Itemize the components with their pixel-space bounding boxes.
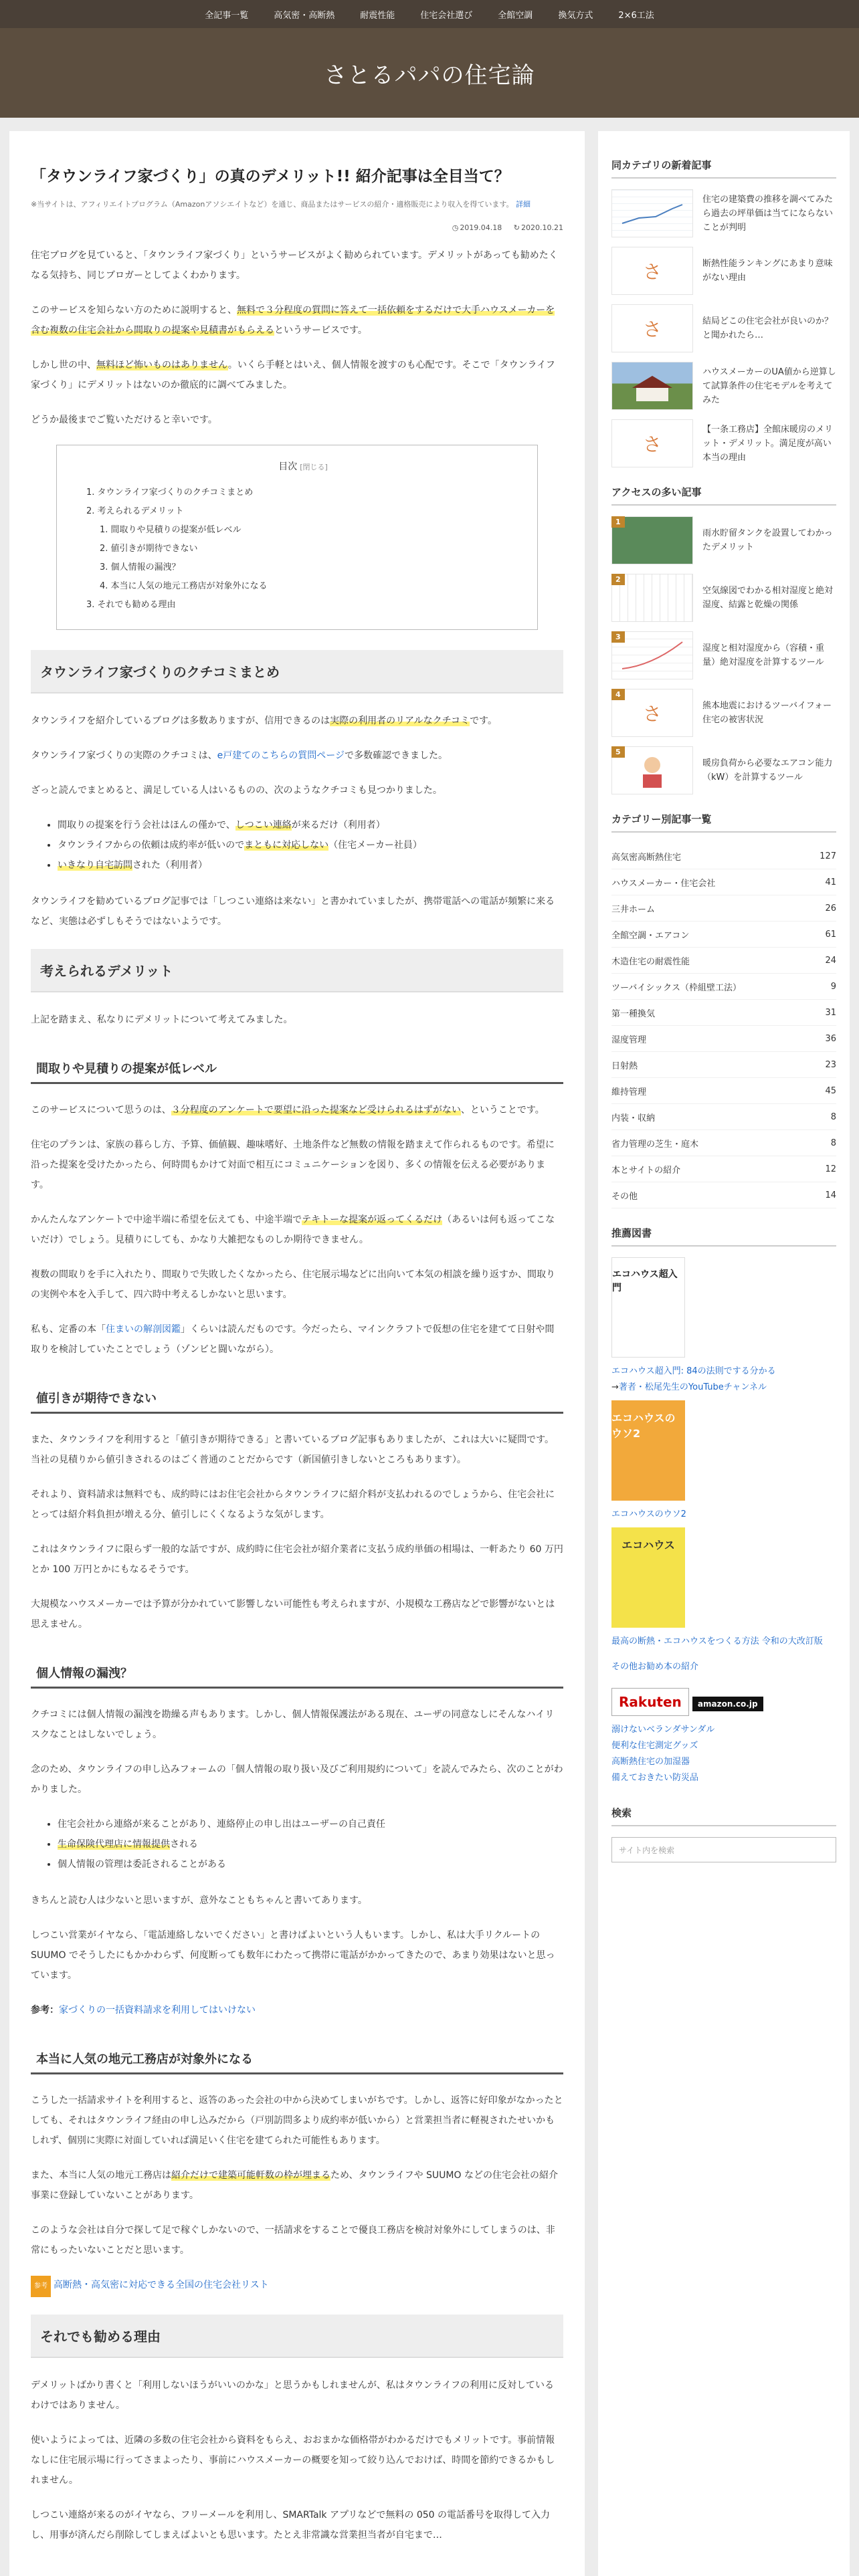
site-logo-icon: さ: [611, 689, 693, 737]
site-header: [0, 28, 859, 118]
paragraph: これはタウンライフに限らず一般的な話ですが、成約時に住宅会社が紹介業者に支払う成約単価の相場は、一軒あたり 60 万円とか 100 万円とかにもなるそうです。: [31, 1544, 563, 1575]
toc-title: 目次: [278, 461, 298, 472]
subsection-heading: 個人情報の漏洩？: [31, 1656, 563, 1689]
site-logo-icon: さ: [611, 419, 693, 467]
category-name: ツーバイシックス（枠組壁工法）: [611, 982, 741, 993]
intro-paragraph: どうか最後までご覧いただけると幸いです。: [31, 415, 217, 425]
category-count: 31: [825, 1007, 836, 1018]
date-posted: 2019.04.18: [460, 223, 502, 232]
paragraph: 複数の間取りを手に入れたり、間取りで失敗したくなかったら、住宅展示場などに出向いて本気の相談を繰り返すか、間取りの実例や本を入手して、四六時中考えるしかないと思います。: [31, 1269, 555, 1300]
popular-post-item[interactable]: 1 雨水貯留タンクを設置してわかったデメリット: [611, 516, 836, 564]
paragraph: 上記を踏まえ、私なりにデメリットについて考えてみました。: [31, 1014, 293, 1025]
intro-paragraph: しかし世の中、無料ほど怖いものはありません。いくら手軽とはいえ、個人情報を渡すのも心配です。そこで「タウンライフ家づくり」にデメリットはないのか徹底的に調べてみました。: [31, 360, 555, 391]
sidebar-heading: カテゴリー別記事一覧: [611, 812, 836, 833]
review-list: [58, 815, 563, 875]
house-image-icon: [611, 362, 693, 410]
book-cover-1[interactable]: エコハウス超入門: [611, 1257, 685, 1358]
paragraph: 念のため、タウンライフの申し込みフォームの「個人情報の取り扱い及びご利用規約について」を読んでみたら、次のことがわかりました。: [31, 1764, 563, 1795]
terms-list: [58, 1814, 563, 1874]
sidebar-heading: アクセスの多い記事: [611, 485, 836, 506]
category-item[interactable]: [611, 974, 836, 1000]
rank-badge: 5: [611, 746, 625, 758]
book-link[interactable]: 住まいの解剖図鑑: [106, 1324, 181, 1335]
toc-item[interactable]: 3. 個人情報の漏洩？: [100, 562, 181, 572]
rank-badge: 1: [611, 516, 625, 528]
paragraph: 使いようによっては、近隣の多数の住宅会社から資料をもらえ、おおまかな価格帯がわかるだけでもメリットです。事前情報なしに住宅展示場に行ってさまよったり、事前にハウスメーカーの概要を知って絞り込んでおけば、時間を節約できるかもしれません。: [31, 2435, 555, 2486]
category-name: 第一種換気: [611, 1008, 656, 1019]
site-logo-icon: さ: [611, 247, 693, 295]
paragraph: タウンライフ家づくりの実際のクチコミは、e戸建てのこちらの質問ページで多数確認できました。: [31, 750, 448, 761]
paragraph: きちんと読む人は少ないと思いますが、意外なこともちゃんと書いてあります。: [31, 1895, 367, 1906]
disclaimer-detail-link[interactable]: 詳細: [515, 200, 531, 209]
list-item: • 住宅会社から連絡が来ることがあり、連絡停止の申し出はユーザーの自己責任: [58, 1814, 563, 1834]
popular-post-item[interactable]: 3 湿度と相対湿度から（容積・重量）絶対湿度を計算するツール: [611, 631, 836, 679]
paragraph: それより、資料請求は無料でも、成約時にはお住宅会社からタウンライフに紹介料が支払われるのでしょうから、住宅会社にとっては紹介料負担が増える分、値引しにくくなるような気がします。: [31, 1489, 555, 1520]
paragraph: タウンライフを紹介しているブログは多数ありますが、信用できるのは実際の利用者のリアルなクチコミです。: [31, 716, 497, 726]
category-item[interactable]: [611, 1130, 836, 1156]
book-cover-2[interactable]: エコハウスのウソ2: [611, 1400, 685, 1501]
nav-hvac[interactable]: 全館空調: [498, 10, 533, 21]
rank-badge: 4: [611, 689, 625, 700]
new-post-item[interactable]: 住宅の建築費の推移を調べてみたら過去の坪単価は当てにならないことが判明: [611, 189, 836, 237]
paragraph: また、本当に人気の地元工務店は紹介だけで建築可能軒数の枠が埋まるため、タウンライフや SUUMO などの住宅会社の紹介事業に登録していないことがあります。: [31, 2170, 558, 2201]
paragraph: かんたんなアンケートで中途半端に希望を伝えても、中途半端でテキトーな提案が返ってくるだけ（あるいは何も返ってこないだけ）でしょう。見積りにしても、かなり大雑把なものしか期待できません。: [31, 1214, 555, 1245]
question-page-link[interactable]: e戸建てのこちらの質問ページ: [217, 750, 345, 761]
section-heading: 考えられるデメリット: [31, 949, 563, 992]
book-cover-3[interactable]: エコハウス: [611, 1527, 685, 1628]
nav-all-posts[interactable]: 全記事一覧: [205, 10, 249, 21]
category-list: [611, 843, 836, 1208]
category-name: 全館空調・エアコン: [611, 930, 690, 941]
paragraph: このような会社は自分で探して足で稼ぐしかないので、一括請求をすることで優良工務店を検討対象外にしてしまうのは、非常にもったいないことだと思います。: [31, 2225, 555, 2256]
category-item[interactable]: [611, 1156, 836, 1182]
category-item[interactable]: [611, 1078, 836, 1104]
toc-item[interactable]: 4. 本当に人気の地元工務店が対象外になる: [100, 581, 268, 591]
section-heading: それでも勧める理由: [31, 2315, 563, 2358]
category-name: 日射熱: [611, 1061, 638, 1071]
site-logo-icon: さ: [611, 304, 693, 352]
category-name: 三井ホーム: [611, 904, 656, 915]
category-count: 12: [825, 1164, 836, 1174]
post-dates: [31, 223, 563, 232]
rank-badge: 2: [611, 574, 625, 585]
category-name: 維持管理: [611, 1087, 647, 1097]
category-item[interactable]: [611, 1052, 836, 1078]
site-title[interactable]: さとるパパの住宅論: [324, 62, 535, 89]
toc-item[interactable]: 2. 値引きが期待できない: [100, 544, 198, 554]
category-name: 湿度管理: [611, 1035, 647, 1045]
category-name: 木造住宅の耐震性能: [611, 956, 690, 967]
intro-paragraph: このサービスを知らない方のために説明すると、無料で３分程度の質問に答えて一括依頼をするだけで大手ハウスメーカーを含む複数の住宅会社から間取りの提案や見積書がもらえるというサービスです。: [31, 305, 555, 336]
new-post-item[interactable]: さ 【一条工務店】全館床暖房のメリット・デメリット。満足度が高い本当の理由: [611, 419, 836, 467]
nav-2x6[interactable]: 2×6工法: [618, 10, 654, 21]
category-name: 本とサイトの紹介: [611, 1165, 681, 1176]
date-updated: 2020.10.21: [521, 223, 563, 232]
reference: [31, 2275, 563, 2297]
refresh-icon: ↻: [513, 223, 520, 232]
category-item[interactable]: [611, 1026, 836, 1052]
category-count: 14: [825, 1190, 836, 1200]
paragraph: また、タウンライフを利用すると「値引きが期待できる」と書いているブログ記事もありましたが、これは大いに疑問です。当社の見積りから値引きされるのはごく普通のことだからです（新国値引きしないところもあります）。: [31, 1434, 555, 1465]
youtube-link[interactable]: 著者・松尾先生のYouTubeチャンネル: [618, 1382, 767, 1392]
category-item[interactable]: [611, 869, 836, 895]
category-count: 26: [825, 903, 836, 914]
paragraph: タウンライフを勧めているブログ記事では「しつこい連絡は来ない」と書かれていましたが、携帯電話への電話が頻繁に来るなど、実態は必ずしもそうではないようです。: [31, 896, 555, 927]
category-item[interactable]: [611, 843, 836, 869]
category-item[interactable]: [611, 895, 836, 922]
amazon-link[interactable]: 備えておきたい防災品: [611, 1773, 699, 1783]
reference-link[interactable]: 高断熱・高気密に対応できる全国の住宅会社リスト: [54, 2280, 269, 2290]
popular-post-item[interactable]: さ 4 熊本地震におけるツーバイフォー住宅の被害状況: [611, 689, 836, 737]
category-count: 61: [825, 929, 836, 940]
book-link[interactable]: 最高の断熱・エコハウスをつくる方法 令和の大改訂版: [611, 1636, 823, 1646]
paragraph: ざっと読んでまとめると、満足している人はいるものの、次のようなクチコミも見つかりました。: [31, 785, 442, 796]
subsection-heading: 間取りや見積りの提案が低レベル: [31, 1051, 563, 1084]
rakuten-banner[interactable]: Rakuten: [611, 1688, 689, 1716]
nav-builders[interactable]: 住宅会社選び: [420, 10, 473, 21]
sidebar-heading: 推薦図書: [611, 1226, 836, 1247]
book-link[interactable]: エコハウス超入門: 84の法則でする分かる: [611, 1366, 776, 1376]
paragraph: デメリットばかり書くと「利用しないほうがいいのかな」と思うかもしれませんが、私はタウンライフの利用に反対しているわけではありません。: [31, 2380, 555, 2411]
category-name: ハウスメーカー・住宅会社: [611, 878, 716, 889]
category-count: 36: [825, 1033, 836, 1044]
amazon-link[interactable]: 高断熱住宅の加湿器: [611, 1757, 690, 1767]
article-main: [9, 131, 585, 2576]
table-of-contents: [56, 445, 538, 630]
new-post-item[interactable]: ハウスメーカーのUA値から逆算して試算条件の住宅モデルを考えてみた: [611, 362, 836, 410]
paragraph: しつこい連絡が来るのがイヤなら、フリーメールを利用し、SMARTalk アプリなどで無料の 050 の電話番号を取得して入力し、用事が済んだら削除してしまえばよいとも思います。たとえ非常識な営業担当者が自宅まで…: [31, 2510, 551, 2541]
nav-ventilation[interactable]: 換気方式: [558, 10, 593, 21]
category-item[interactable]: [611, 922, 836, 948]
list-item: • 個人情報の管理は委託されることがある: [58, 1854, 563, 1874]
sidebar-heading: 検索: [611, 1806, 836, 1826]
sidebar-heading: 同カテゴリの新着記事: [611, 158, 836, 179]
top-nav: [0, 0, 859, 28]
list-item: • いきなり自宅訪問された（利用者）: [58, 855, 563, 875]
category-count: 24: [825, 955, 836, 966]
category-name: その他: [611, 1191, 638, 1202]
toc-item[interactable]: 1. 間取りや見積りの提案が低レベル: [100, 525, 242, 535]
affiliate-disclaimer: ※当サイトは、アフィリエイトプログラム（Amazonアソシエイトなど）を通じ、商品またはサービスの紹介・適格販売により収入を得ています。 詳細: [31, 200, 531, 209]
amazon-logo[interactable]: amazon.co.jp: [692, 1697, 763, 1711]
list-item: • 間取りの提案を行う会社はほんの僅かで、しつこい連絡が来るだけ（利用者）: [58, 815, 563, 835]
paragraph: 私も、定番の本「住まいの解剖図鑑」くらいは読んだものです。今だったら、マインクラフトで仮想の住宅を建てて日射や間取りを検討していたことでしょう（ゾンビと闘いながら）。: [31, 1324, 555, 1355]
category-count: 8: [830, 1138, 836, 1148]
paragraph: クチコミには個人情報の漏洩を勘繰る声もあります。しかし、個人情報保護法がある現在、ユーザの同意なしにそんなハイリスクなことはしないでしょう。: [31, 1709, 555, 1740]
category-item[interactable]: [611, 1000, 836, 1026]
reference: 参考：家づくりの一括資料請求を利用してはいけない: [31, 2005, 256, 2016]
popular-post-item[interactable]: 2 空気線図でわかる相対湿度と絶対湿度、結露と乾燥の関係: [611, 574, 836, 622]
subsection-heading: 値引きが期待できない: [31, 1381, 563, 1414]
category-name: 内装・収納: [611, 1113, 656, 1123]
more-books-link[interactable]: その他お勧め本の紹介: [611, 1662, 699, 1672]
category-name: 高気密高断熱住宅: [611, 852, 682, 863]
popular-post-item[interactable]: 5 暖房負荷から必要なエアコン能力（kW）を計算するツール: [611, 746, 836, 794]
paragraph: しつこい営業がイヤなら、「電話連絡しないでください」と書けばよいという人もいます。しかし、私は大手リクルートの SUUMO でそうしたにもかかわらず、何度断っても数年にわたって携帯に電話がかかってきたので、あまり効果はないと思っています。: [31, 1930, 555, 1981]
amazon-link[interactable]: 溺けないベランダサンダル: [611, 1725, 715, 1735]
category-item[interactable]: [611, 1104, 836, 1130]
list-item: • タウンライフからの依頼は成約率が低いのでまともに対応しない（住宅メーカー社員）: [58, 835, 563, 855]
nav-seismic[interactable]: 耐震性能: [360, 10, 395, 21]
article-title: 「タウンライフ家づくり」の真のデメリット!! 紹介記事は全目当て？: [31, 168, 510, 185]
paragraph: このサービスについて思うのは、３分程度のアンケートで要望に沿った提案など受けられるはずがない、ということです。: [31, 1105, 545, 1115]
youtube-link-row: →著者・松尾先生のYouTubeチャンネル: [611, 1382, 767, 1392]
paragraph: 住宅のプランは、家族の暮らし方、予算、価値観、趣味嗜好、土地条件など無数の情報を踏まえて作られるものです。希望に沿った提案を受けたかったら、何時間もかけて対面で相互にコミュニケーションを図り、多くの情報を伝える必要があります。: [31, 1140, 555, 1190]
toc-item[interactable]: 2. 考えられるデメリット: [86, 506, 184, 516]
rank-badge: 3: [611, 631, 625, 643]
new-post-item[interactable]: さ 断熱性能ランキングにあまり意味がない理由: [611, 247, 836, 295]
intro-paragraph: 住宅ブログを見ていると、「タウンライフ家づくり」というサービスがよく勧められています。デメリットがあっても勧めたくなる気持ち、同じブロガーとしてよくわかります。: [31, 250, 558, 281]
category-item[interactable]: [611, 1182, 836, 1208]
section-heading: タウンライフ家づくりのクチコミまとめ: [31, 650, 563, 693]
category-count: 45: [825, 1085, 836, 1096]
toc-toggle[interactable]: [閉じる]: [300, 463, 328, 471]
subsection-heading: 本当に人気の地元工務店が対象外になる: [31, 2042, 563, 2074]
clock-icon: ◷: [452, 223, 459, 232]
category-count: 9: [830, 981, 836, 992]
toc-item[interactable]: 3. それでも勧める理由: [86, 600, 176, 610]
paragraph: こうした一括請求サイトを利用すると、返答のあった会社の中から決めてしまいがちです。しかし、返答に好印象がなかったとしても、それはタウンライフ経由の申し込みだから（戸別訪問多より成約率が低いから）と営業担当者に軽視されたせいかもしれず、個別に実際に対面していれば満足いく住宅を建てられた可能性もあります。: [31, 2095, 563, 2146]
category-item[interactable]: [611, 948, 836, 974]
reference-link[interactable]: 家づくりの一括資料請求を利用してはいけない: [59, 2005, 256, 2016]
new-post-item[interactable]: さ 結局どこの住宅会社が良いのか？と聞かれたら…: [611, 304, 836, 352]
nav-insulation[interactable]: 高気密・高断熱: [274, 10, 335, 21]
chart-thumb-icon: [611, 189, 693, 237]
toc-item[interactable]: 1. タウンライフ家づくりのクチコミまとめ: [86, 488, 254, 498]
category-count: 41: [825, 877, 836, 887]
category-count: 8: [830, 1111, 836, 1122]
search-input[interactable]: サイト内を検索: [611, 1837, 836, 1862]
amazon-link[interactable]: 便利な住宅測定グッズ: [611, 1741, 698, 1751]
category-name: 省力管理の芝生・庭木: [611, 1139, 699, 1150]
category-count: 127: [820, 851, 836, 861]
paragraph: 大規模なハウスメーカーでは予算が分かれていて影響しない可能性も考えられますが、小規模な工務店などで影響がないとは思えません。: [31, 1599, 555, 1630]
reference-badge: 参考: [31, 2276, 51, 2297]
category-count: 23: [825, 1059, 836, 1070]
book-link[interactable]: エコハウスのウソ2: [611, 1509, 686, 1519]
list-item: • 生命保険代理店に情報提供される: [58, 1834, 563, 1854]
sidebar: [598, 131, 850, 2576]
